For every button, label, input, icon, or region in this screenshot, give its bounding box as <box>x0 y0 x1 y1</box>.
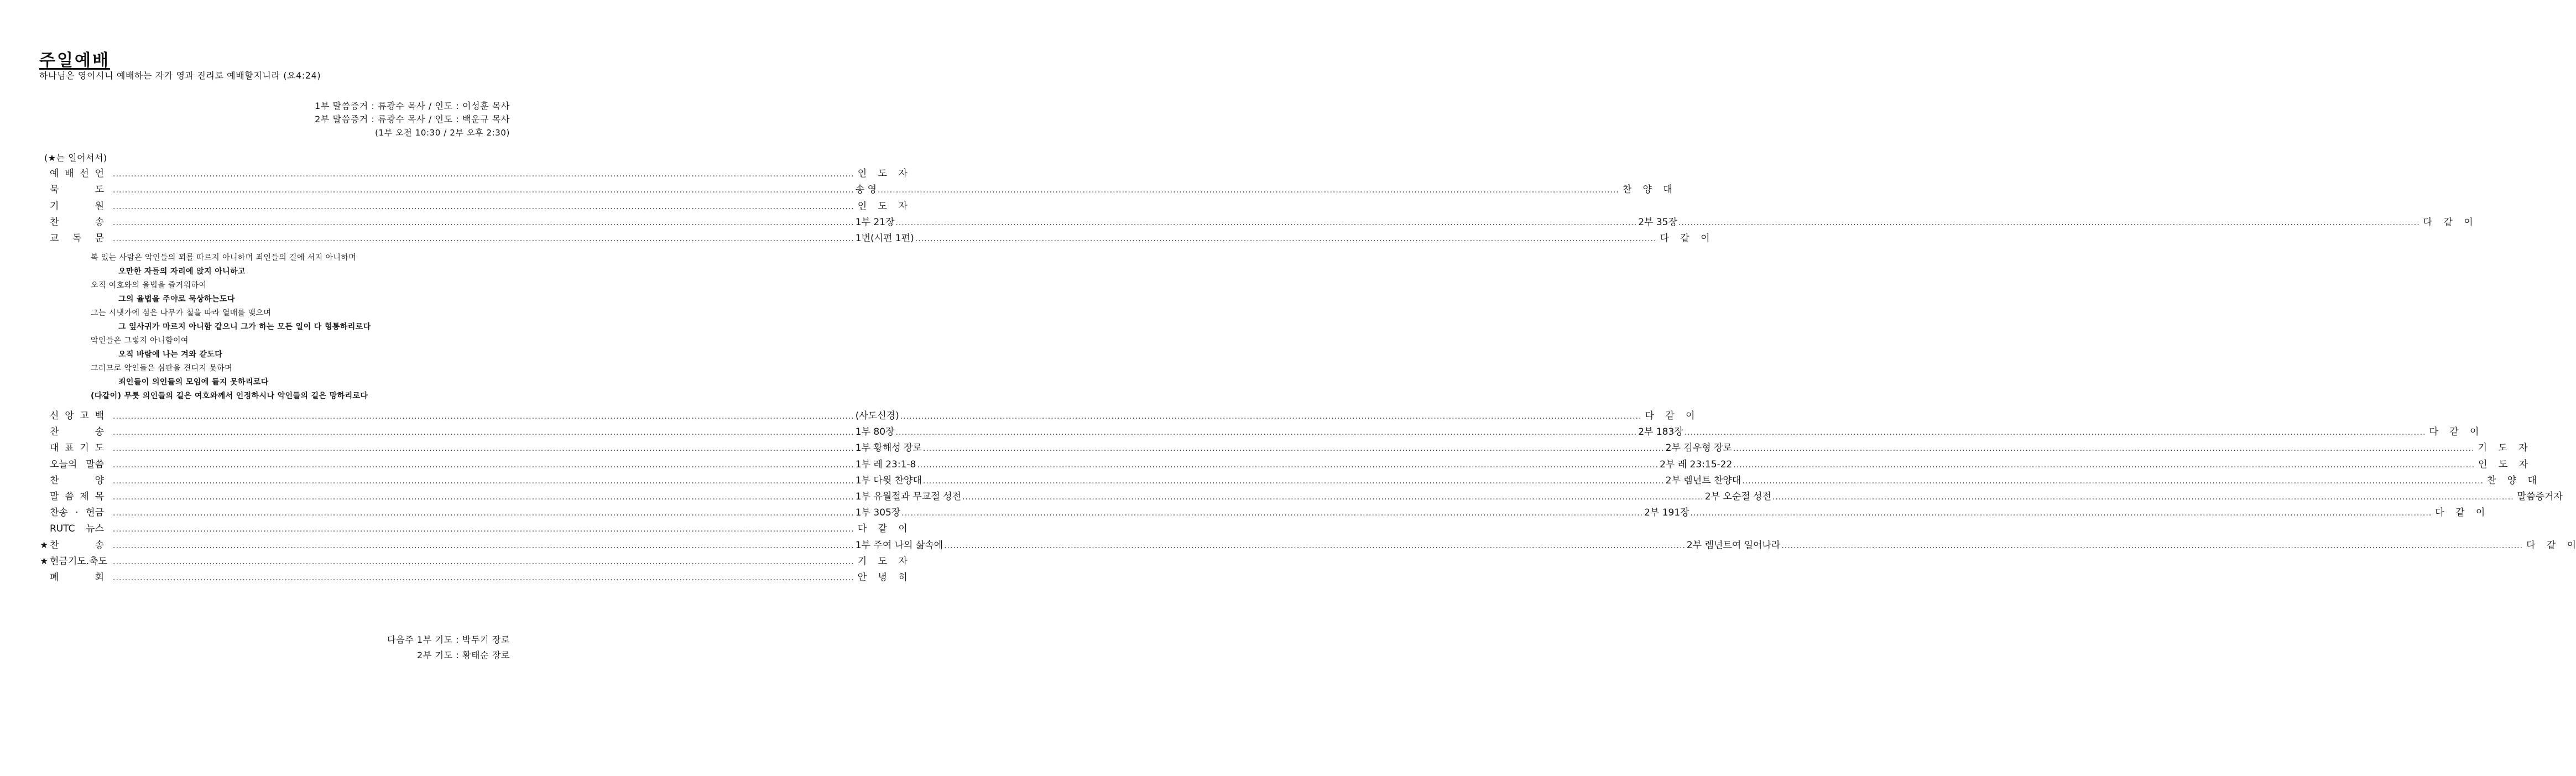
order-row <box>40 440 2528 454</box>
order-label <box>50 214 104 228</box>
dot-leader <box>113 461 854 470</box>
dot-leader <box>1781 541 2523 550</box>
order-label-part: 헌금기도.축도 <box>50 555 107 567</box>
page-title: 주일예배 <box>39 51 110 70</box>
dot-leader <box>113 412 854 421</box>
order-label-part: 기 <box>50 200 59 212</box>
order-detail <box>112 537 2524 551</box>
scripture-verse: 하나님은 영이시니 예배하는 자가 영과 진리로 예배할지니라 (요4:24) <box>39 70 321 81</box>
order-label <box>50 553 107 567</box>
order-leader-part: 안 <box>857 572 867 583</box>
order-leader-part: 다 <box>2429 426 2438 438</box>
order-leader-part: 이 <box>1686 410 1695 421</box>
order-detail-text: 2부 191장 <box>1644 507 1689 519</box>
order-label-part: 오늘의 <box>50 459 77 470</box>
dot-leader <box>113 235 854 243</box>
order-detail-text: 1부 다윗 찬양대 <box>855 475 922 486</box>
order-label <box>50 472 104 486</box>
order-leader-part: 기 <box>2478 442 2487 454</box>
dot-leader <box>1733 444 2475 453</box>
order-detail-text: 2부 렘넌트 찬양대 <box>1665 475 1741 486</box>
order-detail <box>112 424 2427 438</box>
order-label-part: 묵 <box>50 184 59 196</box>
order-label <box>50 456 104 470</box>
order-leader-part: 다 <box>857 523 867 535</box>
order-label-part: 찬 <box>50 475 59 486</box>
dot-leader <box>915 235 1657 243</box>
order-detail <box>112 472 2485 486</box>
dot-leader <box>113 574 854 582</box>
order-row <box>40 230 1710 244</box>
order-leader <box>858 520 908 534</box>
order-leader <box>858 569 908 583</box>
dot-leader <box>113 525 854 534</box>
order-label-part: 찬 <box>50 426 59 438</box>
order-leader-part: 같 <box>1665 410 1675 421</box>
order-detail <box>112 181 1620 195</box>
order-row <box>40 214 2473 228</box>
dot-leader <box>917 461 1659 470</box>
order-leader-part: 자 <box>2518 442 2528 454</box>
dot-leader <box>895 428 1637 437</box>
order-row <box>40 504 2485 519</box>
order-label-part: 송 <box>95 216 104 228</box>
order-label <box>50 504 104 518</box>
reading-line: 오직 바람에 나는 겨와 같도다 <box>118 350 223 359</box>
order-leader-part: 히 <box>898 572 908 583</box>
order-label-part: 배 <box>65 168 74 179</box>
order-leader-part: 다 <box>2423 216 2433 228</box>
order-leader-part: 양 <box>1642 184 1652 196</box>
order-detail-text: 1번(시편 1편) <box>855 233 914 244</box>
dot-leader <box>113 509 854 518</box>
order-label <box>50 537 104 551</box>
order-detail-text: (사도신경) <box>855 410 899 421</box>
order-row <box>40 424 2479 438</box>
dot-leader <box>900 412 1642 421</box>
order-leader-part: 자 <box>2518 459 2528 470</box>
order-leader <box>1645 408 1694 421</box>
order-leader-part: 도 <box>878 555 887 567</box>
order-row <box>40 181 1672 196</box>
order-label-part: 제 <box>80 491 89 502</box>
reading-line: 복 있는 사람은 악인들의 꾀를 따르지 아니하며 죄인들의 길에 서지 아니하며 <box>91 253 357 262</box>
order-detail-text: 2부 오순절 성전 <box>1704 491 1771 502</box>
order-leader-part: 이 <box>2470 426 2479 438</box>
dot-leader <box>113 186 854 195</box>
order-label-part: 대 <box>50 442 59 454</box>
order-detail-text: 2부 레 23:15-22 <box>1660 459 1733 470</box>
order-leader <box>2435 504 2485 518</box>
order-label-part: 씀 <box>65 491 74 502</box>
order-leader-part: 같 <box>1680 233 1689 244</box>
order-leader <box>858 165 908 179</box>
order-leader-part: 다 <box>2435 507 2444 519</box>
order-row <box>40 198 908 212</box>
order-label <box>50 165 104 179</box>
order-label-part: 회 <box>95 572 104 583</box>
reading-line: (다같이) 무릇 의인들의 길은 여호와께서 인정하시나 악인들의 길은 망하리로다 <box>91 392 368 400</box>
reading-line: 그의 율법을 주야로 묵상하는도다 <box>118 295 235 304</box>
order-leader-part: 대 <box>2527 475 2537 486</box>
order-detail <box>112 456 2476 470</box>
order-label <box>50 198 104 212</box>
dot-leader <box>944 541 1686 550</box>
order-leader <box>1623 181 1672 195</box>
dot-leader <box>1772 493 2514 502</box>
order-leader <box>2478 440 2528 454</box>
order-detail <box>112 488 2515 502</box>
dot-leader <box>923 477 1665 486</box>
order-detail-text: 1부 21장 <box>855 216 895 228</box>
order-leader-part: 도 <box>878 168 887 179</box>
order-detail <box>112 230 1658 244</box>
order-detail-text: 1부 황해성 장로 <box>855 442 922 454</box>
order-detail-text: 1부 305장 <box>855 507 901 519</box>
order-leader-part: 이 <box>898 523 908 535</box>
order-leader-part: 찬 <box>2486 475 2496 486</box>
dot-leader <box>113 541 854 550</box>
dot-leader <box>1742 477 2484 486</box>
dot-leader <box>113 428 854 437</box>
order-leader-part: 도 <box>2498 442 2507 454</box>
order-label <box>50 424 104 438</box>
order-label-part: 폐 <box>50 572 59 583</box>
reading-line: 그러므로 악인들은 심판을 견디지 못하며 <box>91 364 233 373</box>
order-leader-part: 인 <box>857 200 867 212</box>
order-leader-part: 이 <box>2567 539 2576 551</box>
order-leader-part: 같 <box>2546 539 2556 551</box>
order-detail <box>112 408 1642 421</box>
order-label-part: 예 <box>50 168 59 179</box>
order-label-part: 찬송 <box>50 507 68 519</box>
order-label-part: 송 <box>95 539 104 551</box>
standing-star-icon: ★ <box>40 539 49 551</box>
order-label-part: 기 <box>80 442 89 454</box>
order-leader-part: 인 <box>857 168 867 179</box>
dot-leader <box>113 493 854 502</box>
dot-leader <box>901 509 1643 518</box>
service-times: (1부 오전 10:30 / 2부 오후 2:30) <box>375 128 510 138</box>
order-leader <box>2429 424 2479 438</box>
order-detail <box>112 202 856 211</box>
dot-leader <box>1678 218 2420 227</box>
order-leader-part: 말씀증거자 <box>2517 491 2563 502</box>
order-leader-part: 다 <box>1660 233 1669 244</box>
order-leader-part: 이 <box>1701 233 1710 244</box>
order-label-part: 선 <box>80 168 89 179</box>
dot-leader <box>878 186 1619 195</box>
order-detail <box>112 214 2421 228</box>
order-leader-part: 녕 <box>878 572 887 583</box>
order-detail-text: 1부 레 23:1-8 <box>855 459 916 470</box>
order-detail-text: 2부 김우형 장로 <box>1665 442 1732 454</box>
order-label-part: · <box>75 507 79 519</box>
order-row <box>40 537 2576 551</box>
order-leader-part: 자 <box>898 555 908 567</box>
order-label-part: 표 <box>65 442 74 454</box>
order-label-part: 독 <box>72 233 82 244</box>
order-label-part: 목 <box>95 491 104 502</box>
dot-leader <box>113 218 854 227</box>
order-label-part: 찬 <box>50 216 59 228</box>
order-label <box>50 569 104 583</box>
order-leader <box>858 198 908 212</box>
order-leader-part: 도 <box>2498 459 2508 470</box>
order-label-part: 교 <box>50 233 59 244</box>
order-label-part: 고 <box>80 410 89 421</box>
order-detail <box>112 440 2476 454</box>
order-row <box>40 553 908 567</box>
order-label-part: 언 <box>95 168 104 179</box>
standing-star-icon: ★ <box>40 555 49 567</box>
order-leader-part: 인 <box>2478 459 2488 470</box>
dot-leader <box>1691 509 2432 518</box>
order-leader-part: 다 <box>1645 410 1654 421</box>
dot-leader <box>113 444 854 453</box>
order-label-part: 문 <box>95 233 104 244</box>
reading-line: 그 잎사귀가 마르지 아니함 같으니 그가 하는 모든 일이 다 형통하리로다 <box>118 322 371 331</box>
reading-line: 오직 여호와의 율법을 즐거워하여 <box>91 281 207 290</box>
order-leader-part: 같 <box>2455 507 2465 519</box>
credit-service-2: 2부 말씀증거 : 류광수 목사 / 인도 : 백운규 목사 <box>315 114 510 124</box>
order-label <box>50 408 104 421</box>
order-leader <box>2487 472 2537 486</box>
order-leader-part: 양 <box>2507 475 2517 486</box>
reading-line: 죄인들이 의인들의 모임에 들지 못하리로다 <box>118 378 269 387</box>
order-label-part: 도 <box>95 442 104 454</box>
order-label-part: 신 <box>50 410 59 421</box>
order-detail <box>112 574 856 582</box>
order-row <box>40 472 2537 487</box>
dot-leader <box>1733 461 2475 470</box>
order-row <box>40 520 908 535</box>
order-detail-text: 1부 80장 <box>855 426 895 438</box>
order-detail <box>112 170 856 179</box>
order-detail <box>112 504 2433 518</box>
reading-line: 오만한 자들의 자리에 앉지 아니하고 <box>118 267 246 276</box>
order-label-part: 뉴스 <box>86 523 104 535</box>
order-row <box>40 488 2563 503</box>
order-label-part: 말씀 <box>86 459 104 470</box>
order-leader-part: 도 <box>878 200 887 212</box>
next-week-prayer-1: 다음주 1부 기도 : 박두기 장로 <box>387 634 510 645</box>
order-label-part: 원 <box>95 200 104 212</box>
reading-line: 악인들은 그렇지 아니함이여 <box>91 336 189 345</box>
order-label <box>50 520 104 534</box>
order-label-part: RUTC <box>50 523 75 535</box>
order-label-part: 백 <box>95 410 104 421</box>
order-label <box>50 181 104 195</box>
dot-leader <box>923 444 1665 453</box>
next-week-prayer-2: 2부 기도 : 황태순 장로 <box>417 650 510 660</box>
order-leader <box>2423 214 2473 228</box>
order-leader-part: 이 <box>2464 216 2473 228</box>
order-leader-part: 자 <box>898 200 908 212</box>
dot-leader <box>962 493 1704 502</box>
order-leader <box>2526 537 2576 551</box>
order-row <box>40 569 908 584</box>
order-leader-part: 같 <box>878 523 887 535</box>
order-leader-part: 다 <box>2526 539 2536 551</box>
order-leader-part: 자 <box>898 168 908 179</box>
order-label-part: 헌금 <box>86 507 104 519</box>
dot-leader <box>113 170 854 179</box>
order-row <box>40 408 1695 422</box>
order-row <box>40 456 2528 471</box>
dot-leader <box>1685 428 2426 437</box>
standing-legend: (★는 일어서서) <box>44 153 107 163</box>
order-leader-part: 이 <box>2475 507 2485 519</box>
order-label-part: 송 <box>95 426 104 438</box>
order-label <box>50 488 104 502</box>
reading-line: 그는 시냇가에 심은 나무가 철을 따라 열매를 맺으며 <box>91 309 272 317</box>
order-leader <box>2517 488 2567 502</box>
order-detail-text: 2부 183장 <box>1638 426 1683 438</box>
order-leader-part: 대 <box>1663 184 1672 196</box>
dot-leader <box>113 202 854 211</box>
order-row <box>40 165 908 180</box>
order-leader-part: 기 <box>857 555 867 567</box>
dot-leader <box>895 218 1637 227</box>
order-leader-part: 같 <box>2449 426 2459 438</box>
order-leader <box>1660 230 1710 244</box>
order-leader-part: 같 <box>2443 216 2453 228</box>
order-label-part: 말 <box>50 491 59 502</box>
order-detail-text: 1부 주여 나의 삶속에 <box>855 539 943 551</box>
order-leader <box>858 553 908 567</box>
order-detail-text: 2부 렘넌트여 일어나라 <box>1686 539 1781 551</box>
order-label-part: 앙 <box>65 410 74 421</box>
order-label-part: 양 <box>95 475 104 486</box>
order-detail <box>112 558 856 566</box>
order-leader <box>2478 456 2528 470</box>
order-detail-text: 1부 유월절과 무교절 성전 <box>855 491 961 502</box>
dot-leader <box>113 477 854 486</box>
credit-service-1: 1부 말씀증거 : 류광수 목사 / 인도 : 이성훈 목사 <box>315 101 510 111</box>
order-label-part: 도 <box>95 184 104 196</box>
order-detail-text: 송 영 <box>855 184 877 196</box>
order-detail-text: 2부 35장 <box>1638 216 1677 228</box>
order-label <box>50 230 104 244</box>
order-leader-part: 찬 <box>1622 184 1632 196</box>
order-detail <box>112 525 856 534</box>
order-label <box>50 440 104 454</box>
dot-leader <box>113 558 854 566</box>
order-label-part: 찬 <box>50 539 59 551</box>
